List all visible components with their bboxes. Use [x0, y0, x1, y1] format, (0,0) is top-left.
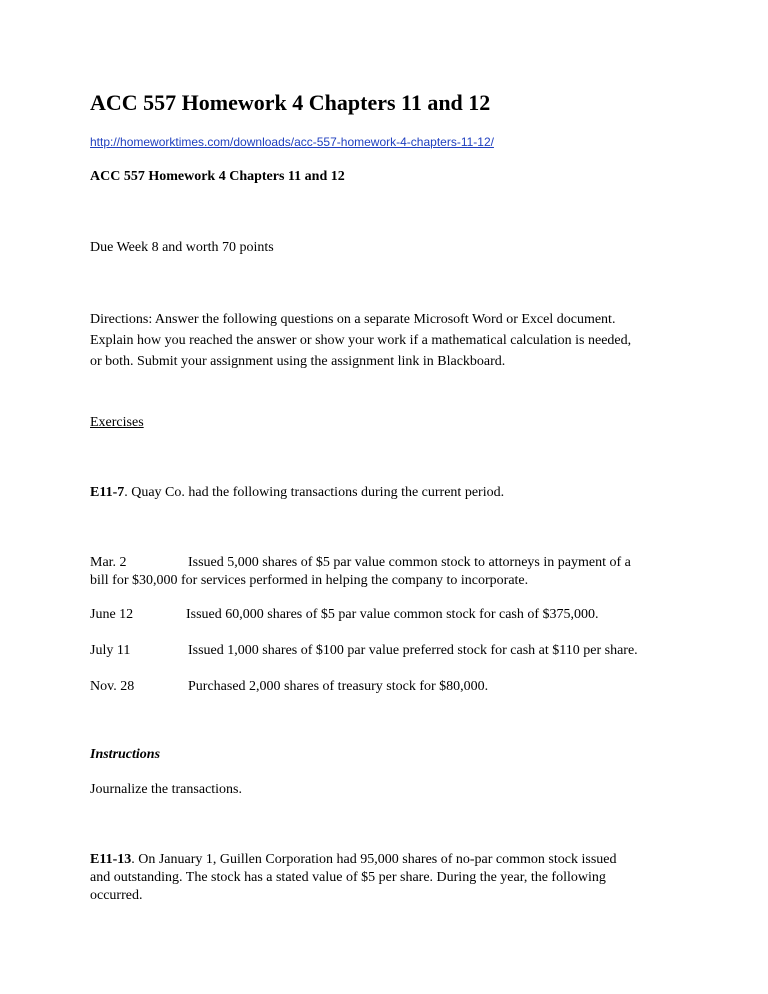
directions-paragraph: [90, 309, 690, 372]
transaction-description: Purchased 2,000 shares of treasury stock for $80,000.: [188, 679, 489, 694]
source-link[interactable]: http://homeworktimes.com/downloads/acc-557-homework-4-chapters-11-12/: [90, 135, 494, 149]
exercise-text: and outstanding. The stock has a stated value of $5 per share. During the year, the following: [90, 870, 606, 885]
exercise-label: E11-7: [90, 485, 125, 500]
directions-line: or both. Submit your assignment using the assignment link in Blackboard.: [90, 354, 506, 369]
transaction-description: Issued 60,000 shares of $5 par value common stock for cash of $375,000.: [186, 607, 599, 622]
directions-line: Explain how you reached the answer or show your work if a mathematical calculation is needed,: [90, 333, 632, 348]
exercises-heading: Exercises: [90, 415, 144, 430]
exercise-text: . Quay Co. had the following transactions during the current period.: [124, 485, 505, 500]
e11-7-intro: [90, 485, 504, 501]
instructions-text: Journalize the transactions.: [90, 782, 243, 797]
instructions-heading: Instructions: [90, 747, 161, 762]
e11-13-paragraph: [90, 851, 690, 905]
transaction-description: Issued 5,000 shares of $5 par value common stock to attorneys in payment of a: [188, 555, 631, 570]
transaction-date: June 12: [90, 607, 134, 622]
transaction-date: July 11: [90, 643, 131, 658]
exercise-label: E11-13: [90, 852, 132, 867]
transaction-date: Mar. 2: [90, 555, 127, 570]
transaction-description-cont: bill for $30,000 for services performed in helping the company to incorporate.: [90, 573, 529, 588]
exercise-text: occurred.: [90, 888, 143, 903]
page-title: ACC 557 Homework 4 Chapters 11 and 12: [90, 90, 491, 115]
subtitle: ACC 557 Homework 4 Chapters 11 and 12: [90, 169, 345, 184]
directions-line: Directions: Answer the following questions on a separate Microsoft Word or Excel document.: [90, 312, 616, 327]
transaction-date: Nov. 28: [90, 679, 135, 694]
due-line: Due Week 8 and worth 70 points: [90, 240, 274, 255]
transaction-description: Issued 1,000 shares of $100 par value preferred stock for cash at $110 per share.: [188, 643, 638, 658]
exercise-text: . On January 1, Guillen Corporation had 95,000 shares of no-par common stock issued: [131, 852, 617, 867]
